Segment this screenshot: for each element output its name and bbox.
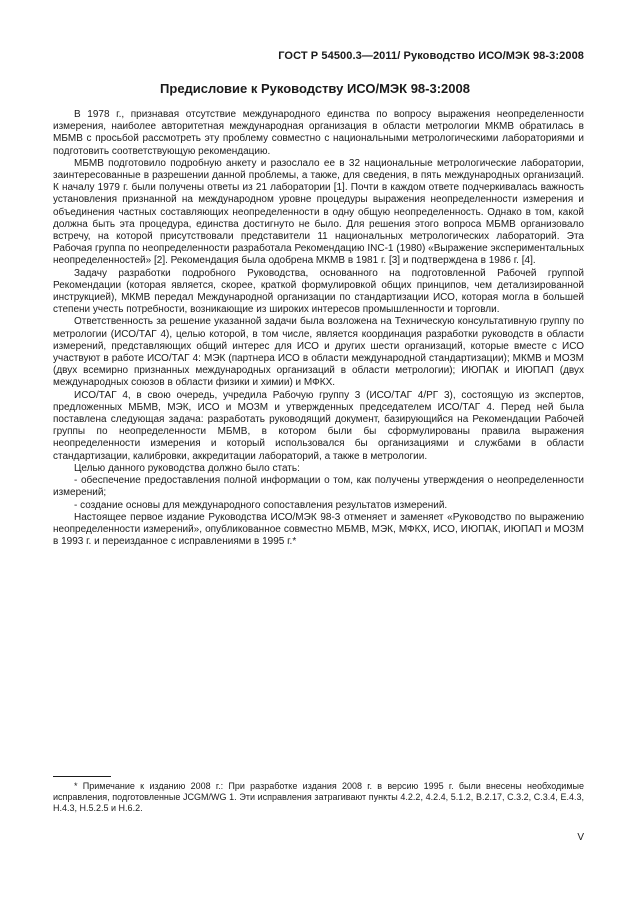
paragraph: Задачу разработки подробного Руководства, основанного на подготовленной Рабочей группой Рекомендации (которая является, скорее, краткой формулировкой общих принципов, чем детализированной инструкцией), МКМВ передал Международной организации по стандартизации ИСО, которая могла в большей степени учесть потребности, возникающие из широких интересов промышленности и торговли. (53, 267, 584, 316)
body-text (53, 109, 584, 548)
footnote-divider (53, 776, 111, 777)
page-number: V (577, 832, 584, 843)
paragraph: Целью данного руководства должно было стать: (74, 462, 300, 474)
paragraph: В 1978 г., признавая отсутствие международного единства по вопросу выражения неопределенности измерения, наиболее авторитетная международная организация в области метрологии МКМВ обратилась в МБМВ с просьбой рассмотреть эту проблему совместно с национальными метрологическими лабораториями и подготовить соответствующую рекомендацию. (53, 109, 584, 157)
footnote (53, 781, 584, 815)
section-title: Предисловие к Руководству ИСО/МЭК 98-3:2008 (160, 81, 470, 96)
list-item: - обеспечение предоставления полной информации о том, как получены утверждения о неопределенности измерений; (53, 475, 584, 499)
paragraph: Настоящее первое издание Руководства ИСО/МЭК 98-3 отменяет и заменяет «Руководство по выражению неопределенности измерений», опубликованное совместно МБМВ, МЭК, МФКХ, ИСО, ИЮПАК, ИЮПАП и МОЗМ в 1993 г. и переизданное с исправлениями в 1995 г.* (53, 511, 584, 548)
list-item: - создание основы для международного сопоставления результатов измерений. (74, 499, 448, 511)
running-header: ГОСТ Р 54500.3—2011/ Руководство ИСО/МЭК 98-3:2008 (278, 50, 584, 62)
footnote-text: * Примечание к изданию 2008 г.: При разработке издания 2008 г. в версию 1995 г. были внесены необходимые исправления, подготовленные JCGM/WG 1. Эти исправления затрагивают пункты 4.2.2, 4.2.4, 5.1.2, В.2.17, С.3.2, С.3.4, Е.4.3, Н.4.3, Н.5.2.5 и Н.6.2. (53, 781, 584, 814)
paragraph: ИСО/ТАГ 4, в свою очередь, учредила Рабочую группу 3 (ИСО/ТАГ 4/РГ 3), состоящую из экспертов, предложенных МБМВ, МЭК, ИСО и МОЗМ и утвержденных председателем ИСО/ТАГ 4. Перед ней была поставлена следующая задача: разработать руководящий документ, базирующийся на Рекомендации Рабочей группы по неопределенности МБМВ, в котором были бы сформулированы правила выражения неопределенности измерения и который использовался бы организациями и службами в области стандартизации, калибровки, аккредитации лабораторий, а также в метрологии. (53, 389, 584, 462)
paragraph: МБМВ подготовило подробную анкету и разослало ее в 32 национальные метрологические лаборатории, заинтересованные в разрешении данной проблемы, а также, для сведения, в пять международных организаций. К началу 1979 г. были получены ответы из 21 лаборатории [1]. Почти в каждом ответе подчеркивалась важность установления признанной на международном уровне процедуры выражения неопределенности измерения и объединения частных составляющих неопределенности в одну общую неопределенность. Однако в том, какой должна быть эта процедура, единства достигнуто не было. Для решения этого вопроса МБМВ организовало встречу, на которой присутствовали представители 11 национальных метрологических лабораторий. Эта Рабочая группа по неопределенности разработала Рекомендацию INC-1 (1980) «Выражение экспериментальных неопределенностей» [2]. Рекомендация была одобрена МКМВ в 1981 г. [3] и подтверждена в 1986 г. [4]. (53, 157, 584, 267)
paragraph: Ответственность за решение указанной задачи была возложена на Техническую консультативную группу по метрологии (ИСО/ТАГ 4), целью которой, в том числе, является координация разработки руководств в области измерений, представляющих общий интерес для ИСО и других шести организаций, которые вместе с ИСО участвуют в работе ИСО/ТАГ 4: МЭК (партнера ИСО в области международной стандартизации); МКМВ и МОЗМ (двух всемирно признанных международных организаций в области метрологии); ИЮПАК и ИЮПАП (двух международных союзов в области физики и химии) и МФКХ. (53, 316, 584, 389)
